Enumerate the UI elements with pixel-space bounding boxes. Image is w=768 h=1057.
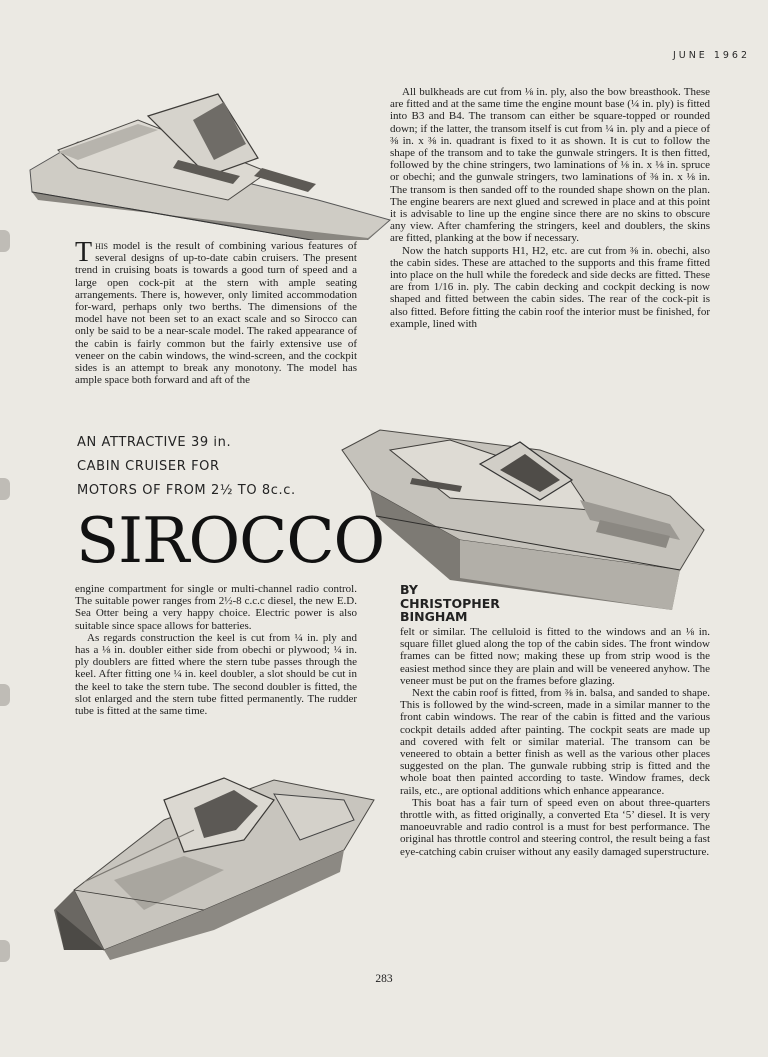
punch-hole-mark: [0, 684, 10, 706]
paragraph-keel: As regards construction the keel is cut from ¼ in. ply and has a ⅛ in. doubler either side from obechi or plywood; ¼ in. ply doublers are fitted where the stern tube passes through the keel. After fitting one ¼ in. keel doubler, a slot should be cut in the keel to take the stern tube. The second doubler is fitted, the slot enlarged and the stern tube fitted permanently. The rudder tube is fitted at the same time.: [75, 631, 357, 718]
paragraph-bulkheads: All bulkheads are cut from ⅛ in. ply, also the bow breasthook. These are fitted and at the same time the engine mount base (¼ in. ply) is fitted into B3 and B4. The transom can either be square-topped or rounded down; if the latter, the transom itself is cut from ¼ in. ply and a piece of ⅜ in. x ⅜ in. quadrant is fixed to it as shown. It is cut to follow the shape of the transom and to take the gunwale stringers. It is then fitted, followed by the chine stringers, two laminations of ⅛ in. x ⅛ in. spruce or obechi; and the gunwale stringers, two laminations of ⅜ in. x ⅛ in. The transom is then sanded off to the rounded shape shown on the plan. The engine bearers are next glued and screwed in place and at this point it is advisable to line up the engine since there are no skins to obscure any view. After chamfering the stringers, keel and doublers, the skins are fitted, planking at the bow if necessary.: [390, 86, 710, 245]
byline-by: BY: [400, 582, 418, 597]
paragraph-performance: This boat has a fair turn of speed even on about three-quarters throttle with, as fitted originally, a converted Eta ‘5’ diesel. It is very manoeuvrable and radio control is a must for best performance. The original has throttle control and steering control, the result being a fast eye-catching cabin cruiser without any easily damaged superstructure.: [400, 796, 710, 858]
boat-photo-top: [18, 80, 398, 240]
paragraph-celluloid: felt or similar. The celluloid is fitted to the windows and an ⅛ in. square fillet glued along the top of the cabin sides. The front window frames can be fitted now; making these up from strip wood is the easiest method since they are plain and will be veneered anyhow. The veneer must be put on the frames before glazing.: [400, 626, 710, 687]
punch-hole-mark: [0, 230, 10, 252]
author-first-name: CHRISTOPHER: [400, 595, 500, 611]
paragraph-cabin-roof: Next the cabin roof is fitted, from ⅜ in. balsa, and sanded to shape. This is followed by the wind-screen, made in a similar manner to the front cabin windows. The rear of the cabin is fitted and the various cockpit details added after painting. The cockpit seats are made up and covered with felt or similar material. The transom can be veneered to obtain a better finish as well as the various other places suggested on the plan. The gunwale rubbing strip is fitted and the whole boat then painted according to taste. Window frames, deck rails, etc., are optional additions which enhance appearance.: [400, 687, 710, 797]
article-subtitle: [77, 431, 337, 503]
issue-date: JUNE 1962: [672, 50, 750, 61]
subtitle-line: AN ATTRACTIVE 39 in.: [77, 435, 232, 450]
page-number: 283: [375, 973, 393, 985]
left-column-body: [75, 583, 357, 717]
article-title: SIROCCO: [76, 504, 385, 577]
paragraph-hatch-supports: Now the hatch supports H1, H2, etc. are cut from ⅜ in. obechi, also the cabin sides. These are attached to the supports and this frame fitted into place on the hull while the foredeck and side decks are fitted. These are from 1/16 in. ply. The cabin decking and cockpit decking is now shaped and fitted between the cabin sides. The rear of the cock-pit is also fitted. Before fitting the cabin roof the interior must be finished, for example, lined with: [390, 244, 710, 330]
intro-paragraph: [75, 237, 357, 387]
punch-hole-mark: [0, 478, 10, 500]
right-column-top: [390, 86, 710, 330]
boat-photo-bottom: [44, 760, 384, 960]
intro-lead-caps: his: [95, 240, 108, 252]
intro-text: model is the result of combining various features of several designs of up-to-date cabin cruisers. The present trend in cruising boats is towards a good turn of speed and a large open cock-pit at the stern with ample seating arrangements. There is, however, only limited accommodation for-ward, perhaps only two berths. The dimensions of the model have not been set to an exact scale and so Sirocco can only be said to be a near-scale model. The raked appearance of the cabin is fairly common but the fairly extensive use of veneer on the cabin windows, the wind-screen, and the cockpit sides is an attempt to break any monotony. The model has ample space both forward and aft of the: [75, 240, 357, 387]
author-last-name: BINGHAM: [400, 609, 468, 624]
drop-cap: T: [75, 237, 93, 268]
punch-hole-mark: [0, 940, 10, 962]
boat-photo-middle: [340, 420, 708, 620]
subtitle-line: MOTORS OF FROM 2½ TO 8c.c.: [77, 483, 296, 498]
subtitle-line: CABIN CRUISER FOR: [77, 459, 220, 474]
paragraph-engine-compartment: engine compartment for single or multi-channel radio control. The suitable power ranges from 2½-8 c.c.c diesel, the new E.D. Sea Otter being a very happy choice. Electric power is also suitable since space allows for batteries.: [75, 583, 357, 632]
right-column-bottom: [400, 626, 710, 858]
byline: [400, 583, 500, 624]
